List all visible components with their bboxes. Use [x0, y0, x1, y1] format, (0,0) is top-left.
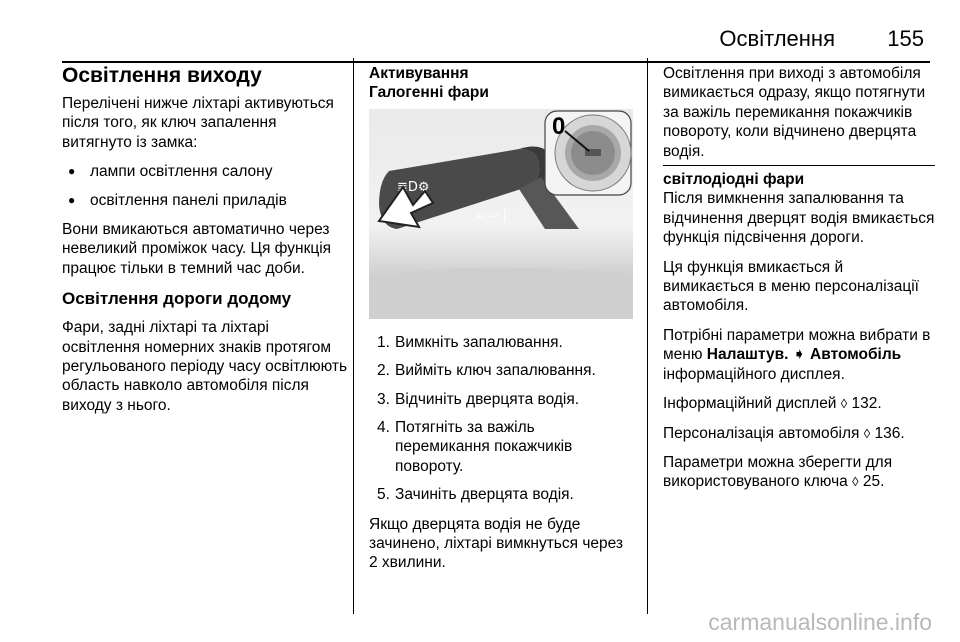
section-title: Освітлення	[719, 26, 835, 51]
step-item: 2. Вийміть ключ запалювання.	[377, 362, 596, 380]
intro-paragraph: Перелічені нижче ліхтарі активуються після того, як ключ запалення витягнуто із замка:	[62, 95, 334, 151]
ref-personalization: Персоналізація автомобіля ◊ 136.	[663, 424, 905, 442]
lever-cancel-paragraph: Освітлення при виході з автомобіля вимикається одразу, якщо потягнути за важіль перемикання покажчиків повороту, коли відчинено дверцята водія.	[663, 65, 926, 160]
personalization-paragraph: Ця функція вмикається й вимикається в меню персоналізації автомобіля.	[663, 258, 919, 315]
bullet-item: ● лампи освітлення салону	[62, 162, 348, 181]
page-number: 155	[887, 26, 924, 51]
page-ref-icon: ◊	[852, 474, 859, 490]
svg-text:⇦ ⇨ |: ⇦ ⇨ |	[475, 207, 507, 222]
header-rule	[62, 61, 930, 63]
section-rule	[663, 165, 935, 166]
bullet-list	[62, 162, 348, 210]
watermark: carmanualsonline.info	[708, 609, 932, 635]
column-middle	[369, 64, 633, 583]
lever-illustration	[369, 109, 633, 319]
menu-paragraph: Потрібні параметри можна вибрати в меню Налаштув. ➧ Автомобіль інформаційного дисплея.	[663, 326, 931, 383]
heading-led: світлодіодні фари	[663, 171, 805, 189]
heading-exit-lighting: Освітлення виходу	[62, 64, 262, 87]
ref-info-display: Інформаційний дисплей ◊ 132.	[663, 395, 882, 413]
ref-key-memory: Параметри можна зберегти для використовуваного ключа ◊ 25.	[663, 453, 893, 491]
home-lighting-paragraph: Фари, задні ліхтарі та ліхтарі освітлення номерних знаків протягом регульованого періоду часу освітлюють область навколо автомобіля після виходу з нього.	[62, 319, 348, 414]
step-item: 3. Відчиніть дверцята водія.	[377, 390, 580, 408]
column-right	[663, 64, 935, 502]
column-divider	[647, 58, 648, 614]
led-paragraph: Після вимкнення запалювання та відчинення дверцят водія вмикається функція підсвічення дороги.	[663, 190, 935, 247]
step-item: 1. Вимкніть запалювання.	[377, 333, 563, 351]
column-divider	[353, 58, 354, 614]
page-header	[62, 22, 930, 52]
menu-arrow-icon: ➧	[792, 346, 806, 364]
step-item: 4. Потягніть за важіль перемикання покажчиків повороту.	[377, 419, 573, 475]
heading-halogen: Галогенні фари	[369, 84, 489, 102]
heading-home-lighting: Освітлення дороги додому	[62, 289, 292, 309]
menu-settings: Налаштув.	[706, 346, 789, 364]
lever-drawing	[369, 109, 633, 319]
column-left	[62, 64, 348, 425]
figure-label-zero: 0	[552, 112, 566, 140]
svg-text:≣D⚙: ≣D⚙	[397, 179, 430, 195]
page-ref-icon: ◊	[840, 396, 848, 412]
menu-vehicle: Автомобіль	[810, 346, 902, 364]
auto-paragraph: Вони вмикаються автоматично через невеликий проміжок часу. Ця функція працює тільки в темний час доби.	[62, 221, 332, 277]
step-list	[369, 333, 633, 505]
page-ref-icon: ◊	[863, 425, 871, 441]
heading-activation: Активування	[369, 65, 469, 82]
timeout-paragraph: Якщо дверцята водія не буде зачинено, ліхтарі вимкнуться через 2 хвилини.	[369, 515, 624, 572]
step-item: 5. Зачиніть дверцята водія.	[377, 486, 574, 504]
bullet-item: ● освітлення панелі приладів	[62, 191, 348, 210]
